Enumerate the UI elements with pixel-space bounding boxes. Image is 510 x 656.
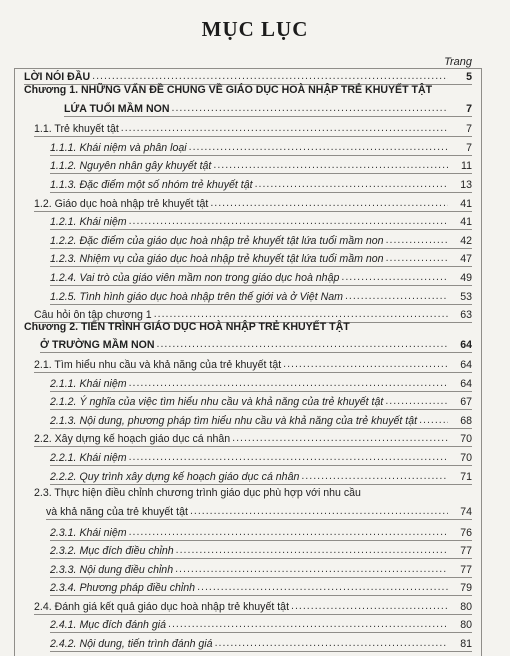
toc-entry-label: và khả năng của trẻ khuyết tật <box>46 506 188 518</box>
toc-entry[interactable] <box>50 140 472 156</box>
toc-entry-page-number: 79 <box>460 582 472 594</box>
toc-entry-page-number: 64 <box>460 339 472 351</box>
toc-entry-page-number: 7 <box>466 123 472 135</box>
toc-entry-label: 2.4. Đánh giá kết quả giáo dục hoà nhập trẻ khuyết tật <box>34 601 290 613</box>
dot-leader <box>291 600 448 613</box>
dot-leader <box>172 102 449 115</box>
page-title: MỤC LỤC <box>201 17 309 41</box>
dot-leader <box>175 563 448 576</box>
toc-entry-page-number: 63 <box>460 309 472 321</box>
toc-entry[interactable] <box>46 505 472 520</box>
dot-leader <box>386 252 448 265</box>
toc-entry-page-number: 49 <box>460 272 472 284</box>
dot-leader <box>283 358 448 371</box>
toc-entry-label: 1.2.5. Tình hình giáo dục hoà nhập trên thế giới và ở Việt Nam <box>50 291 343 303</box>
toc-entry-title: Chương 2. TIẾN TRÌNH GIÁO DỤC HOÀ NHẬP TRẺ KHUYẾT TẬT <box>24 321 350 333</box>
dot-leader <box>419 414 448 427</box>
toc-entry-label: 2.3.1. Khái niệm <box>50 527 127 539</box>
toc-entry[interactable] <box>50 158 472 174</box>
dot-leader <box>154 308 448 321</box>
toc-entry-page-number: 41 <box>460 198 472 210</box>
toc-entry-page-number: 47 <box>460 253 472 265</box>
toc-entry-label: 1.1.1. Khái niệm và phân loại <box>50 142 187 154</box>
toc-entry-page-number: 68 <box>460 415 472 427</box>
dot-leader <box>301 470 448 483</box>
toc-entry[interactable] <box>50 525 472 541</box>
toc-entry[interactable] <box>50 469 472 485</box>
dot-leader <box>345 290 448 303</box>
dot-leader <box>129 377 448 390</box>
dot-leader <box>232 432 448 445</box>
toc-entry[interactable] <box>34 196 472 212</box>
dot-leader <box>213 159 448 172</box>
dot-leader <box>176 544 448 557</box>
dot-leader <box>385 395 448 408</box>
toc-entry-label: 2.2.2. Quy trình xây dựng kế hoạch giáo dục cá nhân <box>50 471 300 483</box>
page-column-label: Trang <box>444 56 472 68</box>
toc-entry[interactable] <box>34 431 472 447</box>
toc-entry-label: 1.2.3. Nhiệm vụ của giáo dục hoà nhập trẻ khuyết tật lứa tuổi mầm non <box>50 253 384 265</box>
toc-entry[interactable] <box>50 394 472 410</box>
toc-entry-page-number: 80 <box>460 601 472 613</box>
dot-leader <box>168 618 448 631</box>
toc-entry-page-number: 41 <box>460 216 472 228</box>
toc-entry[interactable] <box>50 270 472 286</box>
toc-entry-page-number: 7 <box>466 142 472 154</box>
toc-entry[interactable] <box>50 413 472 429</box>
toc-entry-page-number: 64 <box>460 359 472 371</box>
toc-entry-label: 1.1.2. Nguyên nhân gây khuyết tật <box>50 160 212 172</box>
toc-entry-label: Ở TRƯỜNG MẦM NON <box>40 339 155 351</box>
dot-leader <box>210 197 448 210</box>
toc-entry-page-number: 11 <box>461 160 472 172</box>
dot-leader <box>129 451 448 464</box>
toc-entry-label: 1.1. Trẻ khuyết tật <box>34 123 119 135</box>
toc-entry[interactable] <box>40 339 472 353</box>
dot-leader <box>255 178 448 191</box>
toc-entry-label: 2.3.3. Nội dung điều chỉnh <box>50 564 174 576</box>
toc-entry-label: 1.2.1. Khái niệm <box>50 216 127 228</box>
toc-entry-label: 1.2. Giáo dục hoà nhập trẻ khuyết tật <box>34 198 209 210</box>
toc-entry-title: 2.3. Thực hiện điều chỉnh chương trình giáo dục phù hợp với nhu cầu <box>34 487 361 499</box>
dot-leader <box>189 141 448 154</box>
dot-leader <box>129 215 448 228</box>
dot-leader <box>215 637 448 650</box>
toc-entry-page-number: 70 <box>460 433 472 445</box>
toc-entry-page-number: 71 <box>460 471 472 483</box>
toc-entry-page-number: 7 <box>466 103 472 115</box>
toc-entry-label: 2.1.2. Ý nghĩa của việc tìm hiểu nhu cầu và khả năng của trẻ khuyết tật <box>50 396 384 408</box>
toc-entry[interactable] <box>50 450 472 466</box>
dot-leader <box>157 338 448 351</box>
dot-leader <box>190 505 448 518</box>
toc-entry-label: 2.1.3. Nội dung, phương pháp tìm hiểu nhu cầu và khả năng của trẻ khuyết tật <box>50 415 418 427</box>
toc-entry[interactable] <box>50 289 472 305</box>
toc-entry-label: LỜI NÓI ĐẦU <box>24 71 91 83</box>
toc-entry-page-number: 74 <box>460 506 472 518</box>
toc-entry-label: 1.1.3. Đặc điểm một số nhóm trẻ khuyết tật <box>50 179 253 191</box>
toc-entry[interactable] <box>34 599 472 615</box>
toc-entry-label: LỨA TUỔI MẦM NON <box>64 103 170 115</box>
dot-leader <box>129 526 448 539</box>
dot-leader <box>92 70 448 83</box>
toc-entry-page-number: 77 <box>460 564 472 576</box>
toc-entry-label: 2.2.1. Khái niệm <box>50 452 127 464</box>
toc-entry-page-number: 67 <box>460 396 472 408</box>
toc-entry-label: 1.2.4. Vai trò của giáo viên mầm non trong giáo dục hoà nhập <box>50 272 340 284</box>
toc-entry[interactable] <box>50 543 472 559</box>
toc-entry[interactable] <box>50 580 472 596</box>
toc-entry-page-number: 81 <box>460 638 472 650</box>
toc-entry[interactable] <box>34 121 472 137</box>
toc-entry[interactable] <box>64 102 472 117</box>
toc-entry[interactable] <box>50 214 472 230</box>
dot-leader <box>197 581 448 594</box>
toc-entry-page-number: 42 <box>460 235 472 247</box>
toc-entry-label: 2.4.2. Nội dung, tiến trình đánh giá <box>50 638 213 650</box>
toc-entry[interactable] <box>50 233 472 249</box>
toc-entry-page-number: 5 <box>466 71 472 83</box>
toc-entry-page-number: 70 <box>460 452 472 464</box>
toc-entry-label: 2.3.4. Phương pháp điều chỉnh <box>50 582 196 594</box>
toc-entry[interactable] <box>50 562 472 578</box>
toc-entry[interactable] <box>50 617 472 633</box>
toc-entry[interactable] <box>24 69 472 85</box>
toc-entry-label: 1.2.2. Đặc điểm của giáo dục hoà nhập trẻ khuyết tật lứa tuổi mầm non <box>50 235 384 247</box>
toc-entry[interactable] <box>50 376 472 392</box>
toc-entry-label: 2.4.1. Mục đích đánh giá <box>50 619 167 631</box>
toc-entry-page-number: 77 <box>460 545 472 557</box>
toc-entry-label: 2.2. Xây dựng kế hoạch giáo dục cá nhân <box>34 433 231 445</box>
toc-entry-label: 2.1.1. Khái niệm <box>50 378 127 390</box>
toc-entry[interactable] <box>50 636 472 652</box>
dot-leader <box>386 234 448 247</box>
dot-leader <box>121 122 448 135</box>
toc-entry-label: 2.1. Tìm hiểu nhu cầu và khả năng của trẻ khuyết tật <box>34 359 282 371</box>
dot-leader <box>341 271 448 284</box>
toc-entry-page-number: 80 <box>460 619 472 631</box>
toc-entry[interactable] <box>50 177 472 193</box>
toc-entry-title: Chương 1. NHỮNG VẤN ĐỀ CHUNG VỀ GIÁO DỤC HOÀ NHẬP TRẺ KHUYẾT TẬT <box>24 84 433 96</box>
toc-entry-label: Câu hỏi ôn tập chương 1 <box>34 309 152 321</box>
toc-entry-page-number: 76 <box>460 527 472 539</box>
toc-entry-page-number: 53 <box>460 291 472 303</box>
toc-entry-page-number: 13 <box>460 179 472 191</box>
toc-entry-page-number: 64 <box>460 378 472 390</box>
toc-entry-label: 2.3.2. Mục đích điều chỉnh <box>50 545 174 557</box>
toc-entry[interactable] <box>34 357 472 373</box>
toc-entry[interactable] <box>50 251 472 267</box>
